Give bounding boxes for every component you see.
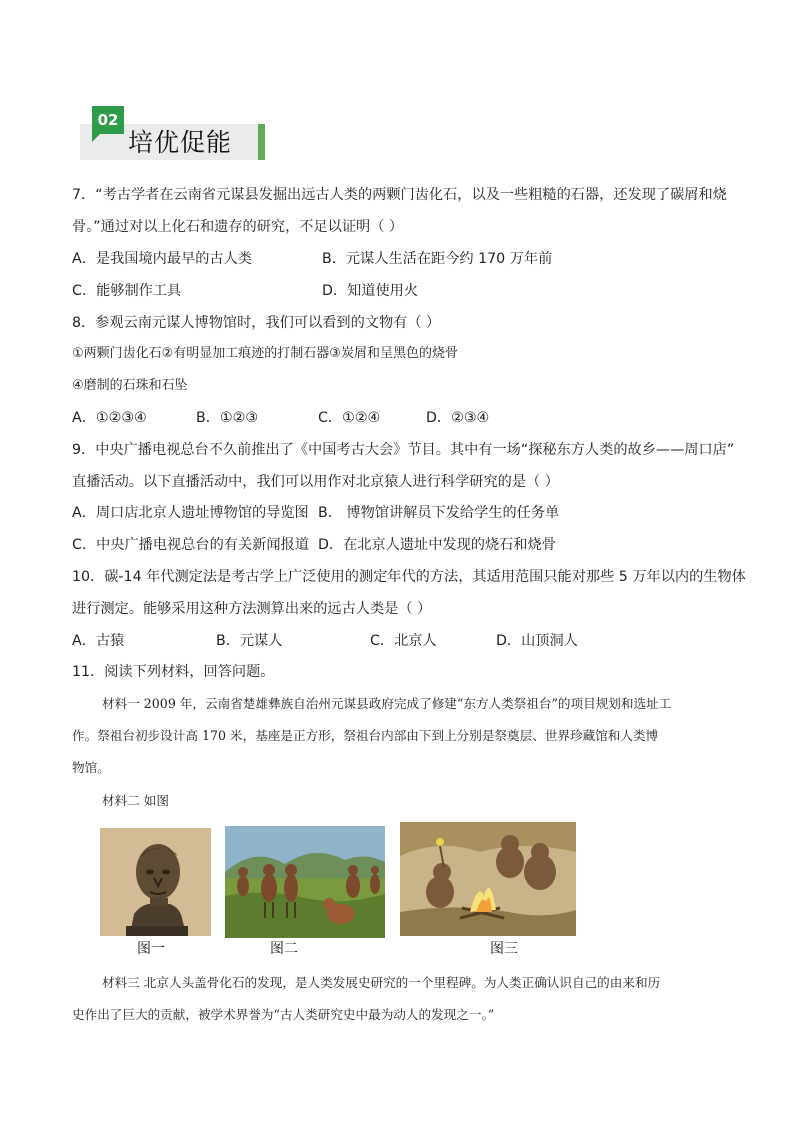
q8-items-line1: ①两颗门齿化石②有明显加工痕迹的打制石器③炭屑和呈黑色的烧骨 bbox=[72, 346, 458, 361]
q7-option-c: C．能够制作工具 bbox=[72, 283, 182, 299]
figure-3-caption: 图三 bbox=[490, 941, 518, 957]
q8-option-c: C．①②④ bbox=[318, 410, 381, 426]
q7-option-a: A．是我国境内最早的古人类 bbox=[72, 251, 252, 267]
q11-material1-line2: 作。祭祖台初步设计高 170 米，基座是正方形，祭祖台内部由下到上分别是祭奠层、世界珍藏馆和人类博 bbox=[72, 728, 659, 743]
q8-option-b: B．①②③ bbox=[196, 410, 259, 426]
q8-items-line2: ④磨制的石珠和石坠 bbox=[72, 378, 188, 393]
q7-option-d: D．知道使用火 bbox=[322, 283, 419, 299]
q9-option-c: C．中央广播电视总台的有关新闻报道 bbox=[72, 537, 309, 553]
grassland-illustration bbox=[225, 826, 385, 938]
figure-1-bust-image bbox=[100, 828, 211, 936]
q8-stem: 8．参观云南元谋人博物馆时，我们可以看到的文物有（ ） bbox=[72, 315, 441, 331]
q9-option-a: A．周口店北京人遗址博物馆的导览图 bbox=[72, 505, 309, 521]
q10-stem-line1: 10．碳-14 年代测定法是考古学上广泛使用的测定年代的方法，其适用范围只能对那些 5 万年以内的生物体 bbox=[72, 569, 746, 585]
badge-tail bbox=[92, 134, 100, 142]
q7-option-b: B．元谋人生活在距今约 170 万年前 bbox=[322, 251, 553, 267]
q9-stem-line2: 直播活动。以下直播活动中，我们可以用作对北京猿人进行科学研究的是（ ） bbox=[72, 474, 559, 490]
q9-option-d: D．在北京人遗址中发现的烧石和烧骨 bbox=[318, 537, 556, 553]
q11-material1-line1: 材料一 2009 年，云南省楚雄彝族自治州元谋县政府完成了修建“东方人类祭祖台”的项目规划和选址工 bbox=[102, 696, 672, 711]
cave-fire-illustration bbox=[400, 822, 576, 936]
figure-2-caption: 图二 bbox=[270, 941, 298, 957]
section-header bbox=[78, 104, 268, 160]
q10-option-d: D．山顶洞人 bbox=[496, 633, 578, 649]
section-title: 培优促能 bbox=[128, 128, 233, 157]
q10-option-b: B．元谋人 bbox=[216, 633, 283, 649]
q10-option-c: C．北京人 bbox=[370, 633, 437, 649]
q10-option-a: A．古猿 bbox=[72, 633, 125, 649]
q8-option-a: A．①②③④ bbox=[72, 410, 147, 426]
figure-2-grassland-image bbox=[225, 826, 385, 938]
q10-stem-line2: 进行测定。能够采用这种方法测算出来的远古人类是（ ） bbox=[72, 601, 432, 617]
section-number-badge: 02 bbox=[92, 106, 124, 134]
q7-stem-line1: 7．“考古学者在云南省元谋县发掘出远古人类的两颗门齿化石，以及一些粗糙的石器，还发现了碳屑和烧 bbox=[72, 187, 727, 203]
q9-stem-line1: 9．中央广播电视总台不久前推出了《中国考古大会》节目。其中有一场“探秘东方人类的故乡——周口店” bbox=[72, 442, 735, 458]
figure-3-cave-fire-image bbox=[400, 822, 576, 936]
header-accent-bar bbox=[258, 124, 265, 160]
q11-material3-line1: 材料三 北京人头盖骨化石的发现，是人类发展史研究的一个里程碑。为人类正确认识自己的由来和历 bbox=[102, 975, 661, 990]
bust-illustration bbox=[100, 828, 211, 936]
q11-material3-line2: 史作出了巨大的贡献，被学术界誉为“古人类研究史中最为动人的发现之一。” bbox=[72, 1007, 495, 1022]
q7-stem-line2: 骨。”通过对以上化石和遗存的研究，不足以证明（ ） bbox=[72, 219, 404, 235]
q11-stem: 11．阅读下列材料，回答问题。 bbox=[72, 664, 275, 680]
q11-material2: 材料二 如图 bbox=[102, 793, 169, 808]
figure-1-caption: 图一 bbox=[137, 941, 165, 957]
q11-material1-line3: 物馆。 bbox=[72, 760, 110, 775]
q8-option-d: D．②③④ bbox=[426, 410, 490, 426]
q9-option-b: B． 博物馆讲解员下发给学生的任务单 bbox=[318, 505, 560, 521]
